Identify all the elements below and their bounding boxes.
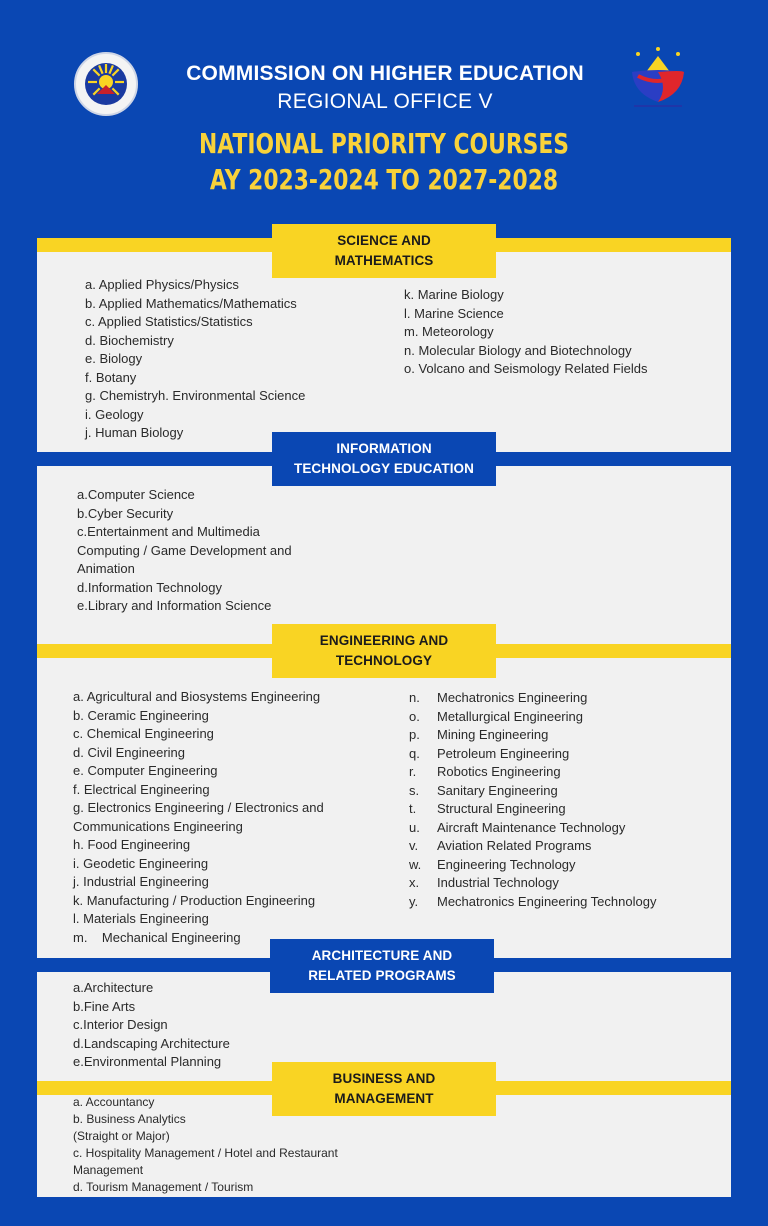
list-item: d.Landscaping Architecture bbox=[73, 1035, 230, 1051]
item-letter: t. bbox=[409, 801, 417, 816]
list-item bbox=[409, 893, 656, 912]
list-item bbox=[409, 782, 656, 801]
list-item: a. Agricultural and Biosystems Engineering bbox=[73, 689, 321, 704]
list-item: c. Chemical Engineering bbox=[73, 726, 214, 741]
list-item: e.Environmental Planning bbox=[73, 1054, 222, 1069]
list-item: d. Tourism Management / Tourism bbox=[73, 1179, 254, 1194]
list-item: l. Materials Engineering bbox=[73, 911, 209, 926]
list-item: i. Geodetic Engineering bbox=[73, 855, 209, 871]
list-item: j. Industrial Engineering bbox=[73, 874, 209, 889]
list-item bbox=[409, 874, 656, 893]
section-header-it bbox=[272, 432, 496, 486]
item-letter: w. bbox=[409, 856, 422, 872]
list-item: Animation bbox=[77, 561, 135, 576]
list-item: k. Marine Biology bbox=[404, 287, 504, 302]
item-letter: v. bbox=[409, 838, 419, 853]
list-item: d.Information Technology bbox=[77, 579, 223, 595]
science-list-right bbox=[404, 286, 648, 379]
engineering-list-left bbox=[73, 688, 324, 947]
list-item: b. Applied Mathematics/Mathematics bbox=[85, 295, 297, 311]
science-list-left bbox=[85, 276, 305, 443]
list-item: c. Hospitality Management / Hotel and Restaurant bbox=[73, 1145, 338, 1160]
list-item: g. Electronics Engineering / Electronics and bbox=[73, 800, 324, 815]
list-item bbox=[409, 726, 656, 745]
section-header-engineering bbox=[272, 624, 496, 678]
item-name: Structural Engineering bbox=[437, 801, 566, 816]
list-item: Communications Engineering bbox=[73, 818, 243, 834]
list-item: a. Accountancy bbox=[73, 1095, 155, 1109]
section-title-line: MANAGEMENT bbox=[334, 1091, 434, 1106]
item-name: Industrial Technology bbox=[437, 875, 559, 890]
item-name: Metallurgical Engineering bbox=[437, 708, 583, 724]
item-name: Petroleum Engineering bbox=[437, 745, 570, 761]
section-title-line: INFORMATION bbox=[336, 441, 432, 456]
list-item: j. Human Biology bbox=[85, 425, 184, 440]
list-item: b.Fine Arts bbox=[73, 998, 136, 1014]
list-item: (Straight or Major) bbox=[73, 1128, 170, 1143]
list-item bbox=[409, 763, 656, 782]
section-title-line: ENGINEERING AND bbox=[319, 633, 449, 648]
business-list bbox=[73, 1094, 338, 1195]
list-item: a. Applied Physics/Physics bbox=[85, 277, 239, 292]
list-item: c.Interior Design bbox=[73, 1017, 168, 1032]
list-item: k. Manufacturing / Production Engineering bbox=[73, 892, 316, 908]
section-header-architecture bbox=[270, 939, 494, 993]
list-item bbox=[409, 819, 656, 838]
item-letter: n. bbox=[409, 690, 420, 705]
item-letter: s. bbox=[409, 782, 420, 798]
list-item: Management bbox=[73, 1162, 144, 1177]
item-name: Mining Engineering bbox=[437, 727, 549, 742]
list-item: i. Geology bbox=[85, 406, 144, 422]
list-item: l. Marine Science bbox=[404, 305, 504, 321]
item-letter: x. bbox=[409, 875, 420, 890]
item-letter: q. bbox=[409, 745, 420, 761]
item-name: Robotics Engineering bbox=[437, 764, 561, 779]
list-item bbox=[409, 745, 656, 764]
list-item: b. Ceramic Engineering bbox=[73, 707, 209, 723]
section-title-line: TECHNOLOGY bbox=[335, 653, 433, 668]
engineering-list-right bbox=[409, 689, 656, 911]
list-item bbox=[409, 708, 656, 727]
list-item bbox=[409, 856, 656, 875]
architecture-list bbox=[73, 979, 230, 1072]
bagong-pilipinas-logo bbox=[624, 42, 692, 110]
it-list bbox=[77, 486, 292, 616]
page-title bbox=[162, 126, 605, 198]
list-item: c. Applied Statistics/Statistics bbox=[85, 314, 253, 329]
page-title-line1: NATIONAL PRIORITY COURSES bbox=[198, 127, 570, 160]
section-header-science bbox=[272, 224, 496, 278]
item-name: Mechatronics Engineering bbox=[437, 690, 588, 705]
list-item: n. Molecular Biology and Biotechnology bbox=[404, 342, 632, 358]
list-item: a.Architecture bbox=[73, 980, 154, 995]
list-item bbox=[409, 689, 656, 708]
list-item: e. Computer Engineering bbox=[73, 763, 218, 778]
list-item: f. Electrical Engineering bbox=[73, 781, 210, 797]
list-item bbox=[409, 837, 656, 856]
item-name: Aircraft Maintenance Technology bbox=[437, 819, 626, 835]
list-item bbox=[409, 800, 656, 819]
item-letter: p. bbox=[409, 727, 420, 742]
page-title-line2: AY 2023-2024 TO 2027-2028 bbox=[209, 163, 559, 196]
list-item: o. Volcano and Seismology Related Fields bbox=[404, 361, 648, 376]
list-item: c.Entertainment and Multimedia bbox=[77, 524, 260, 539]
list-item: a.Computer Science bbox=[77, 487, 195, 502]
ched-seal-logo bbox=[74, 52, 138, 116]
section-title-line: SCIENCE AND bbox=[337, 233, 431, 248]
item-letter: o. bbox=[409, 708, 420, 724]
list-item: d. Civil Engineering bbox=[73, 744, 186, 760]
list-item: m. Mechanical Engineering bbox=[73, 929, 241, 945]
section-title-line: BUSINESS AND bbox=[332, 1071, 436, 1086]
item-name: Sanitary Engineering bbox=[437, 782, 558, 798]
list-item: b. Business Analytics bbox=[73, 1111, 186, 1126]
item-letter: u. bbox=[409, 819, 420, 835]
list-item: e.Library and Information Science bbox=[77, 598, 272, 613]
section-title-line: TECHNOLOGY EDUCATION bbox=[293, 461, 474, 476]
list-item: h. Food Engineering bbox=[73, 837, 191, 852]
section-title-line: RELATED PROGRAMS bbox=[308, 968, 456, 983]
list-item: g. Chemistryh. Environmental Science bbox=[85, 388, 306, 403]
organization-title: COMMISSION ON HIGHER EDUCATION bbox=[186, 62, 584, 85]
item-letter: y. bbox=[409, 893, 419, 909]
section-title-line: ARCHITECTURE AND bbox=[311, 948, 453, 963]
item-name: Mechatronics Engineering Technology bbox=[437, 893, 657, 909]
item-name: Aviation Related Programs bbox=[437, 838, 592, 853]
list-item: d. Biochemistry bbox=[85, 332, 174, 348]
item-letter: r. bbox=[409, 764, 417, 779]
list-item: m. Meteorology bbox=[404, 324, 494, 339]
list-item: f. Botany bbox=[85, 369, 137, 385]
list-item: e. Biology bbox=[85, 351, 143, 366]
list-item: b.Cyber Security bbox=[77, 505, 174, 521]
item-name: Engineering Technology bbox=[437, 856, 576, 872]
list-item: Computing / Game Development and bbox=[77, 542, 292, 558]
organization-subtitle: REGIONAL OFFICE V bbox=[277, 90, 493, 113]
section-title-line: MATHEMATICS bbox=[334, 253, 434, 268]
